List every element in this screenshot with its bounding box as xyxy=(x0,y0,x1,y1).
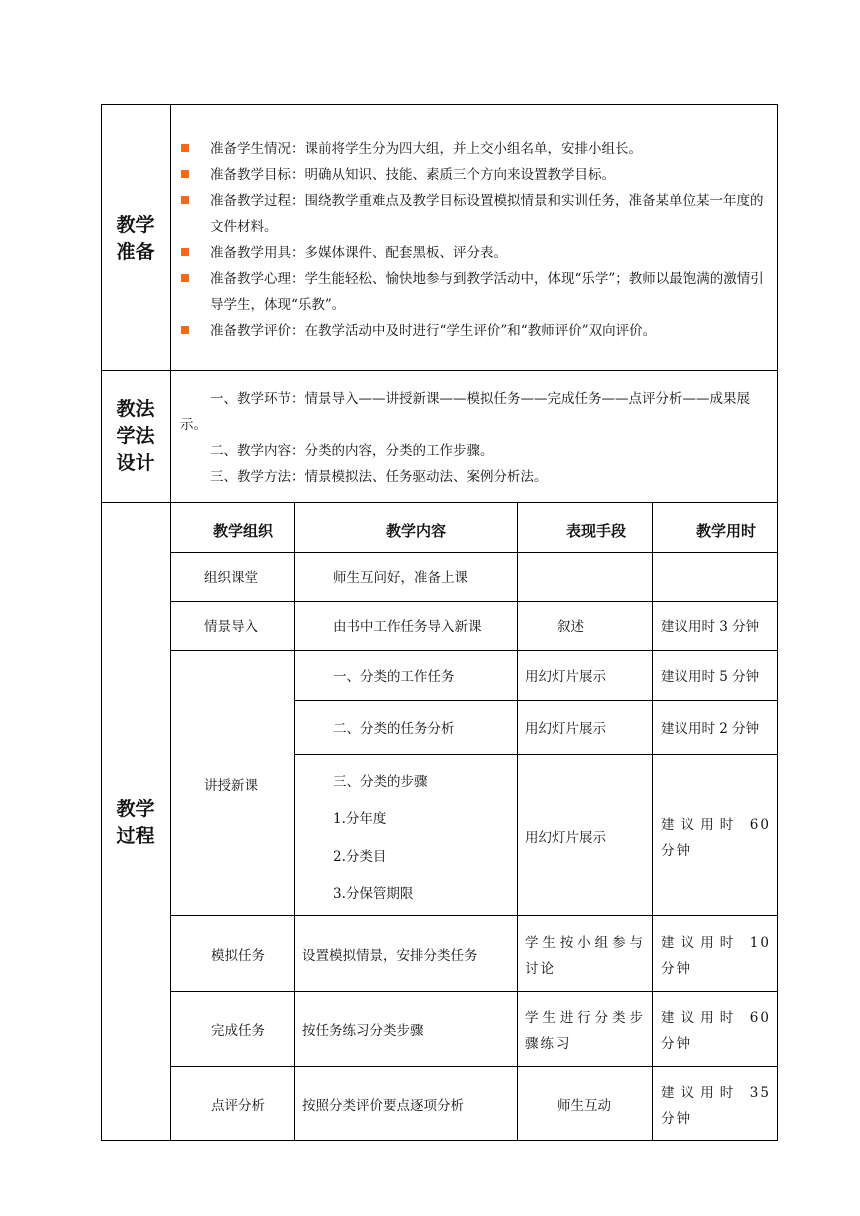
row-time: 建议用时 60 分钟 xyxy=(661,817,771,859)
row-content: 二、分类的任务分析 xyxy=(333,721,455,737)
method-line: 二、教学内容：分类的内容，分类的工作步骤。 xyxy=(210,443,494,459)
label-column-divider xyxy=(170,104,171,1141)
row-content: 1.分年度 xyxy=(333,811,387,827)
row-content: 师生互问好，准备上课 xyxy=(333,570,468,586)
row-time: 建议用时 10 分钟 xyxy=(661,935,771,977)
row-org: 点评分析 xyxy=(211,1098,265,1114)
process-label: 教学 过程 xyxy=(116,798,155,847)
header-content: 教学内容 xyxy=(386,522,447,540)
row-org: 完成任务 xyxy=(211,1023,265,1039)
row-means: 师生互动 xyxy=(557,1098,611,1114)
row-content: 三、分类的步骤 xyxy=(333,774,428,790)
prep-item: 准备教学评价：在教学活动中及时进行“学生评价”和“教师评价”双向评价。 xyxy=(210,323,657,339)
row-org: 讲授新课 xyxy=(204,778,258,794)
row-time: 建议用时 2 分钟 xyxy=(661,721,760,737)
header-org: 教学组织 xyxy=(213,522,274,540)
row-org: 组织课堂 xyxy=(204,570,258,586)
prep-label: 教学 准备 xyxy=(116,214,155,263)
bullet-icon xyxy=(181,170,189,178)
grid-line xyxy=(170,601,778,602)
row-org: 模拟任务 xyxy=(211,948,265,964)
grid-line xyxy=(170,915,778,916)
grid-line xyxy=(652,502,653,1141)
row-time: 建议用时 3 分钟 xyxy=(661,619,760,635)
row-content: 按照分类评价要点逐项分析 xyxy=(302,1098,464,1114)
bullet-icon xyxy=(181,326,189,334)
grid-line xyxy=(294,700,778,701)
row-means: 学生进行分类步骤练习 xyxy=(525,1010,645,1052)
row-content: 3.分保管期限 xyxy=(333,886,414,902)
grid-line xyxy=(170,552,778,553)
row-time: 建议用时 5 分钟 xyxy=(661,669,760,685)
prep-item: 准备教学用具：多媒体课件、配套黑板、评分表。 xyxy=(210,245,507,261)
header-means: 表现手段 xyxy=(566,522,627,540)
header-time: 教学用时 xyxy=(696,522,757,540)
grid-line xyxy=(170,991,778,992)
bullet-icon xyxy=(181,248,189,256)
bullet-icon xyxy=(181,274,189,282)
row-time: 建议用时 60 分钟 xyxy=(661,1010,771,1052)
prep-item: 准备学生情况：课前将学生分为四大组，并上交小组名单，安排小组长。 xyxy=(210,141,642,157)
row-means: 学生按小组参与讨论 xyxy=(525,935,645,977)
grid-line xyxy=(294,502,295,1141)
prep-item: 准备教学目标：明确从知识、技能、素质三个方向来设置教学目标。 xyxy=(210,167,615,183)
row-time: 建议用时 35 分钟 xyxy=(661,1085,771,1127)
row-means: 用幻灯片展示 xyxy=(525,669,606,685)
row-content: 2.分类目 xyxy=(333,849,387,865)
row-content: 按任务练习分类步骤 xyxy=(302,1023,424,1039)
row-content: 一、分类的工作任务 xyxy=(333,669,455,685)
section-divider xyxy=(101,502,778,503)
bullet-icon xyxy=(181,196,189,204)
row-means: 叙述 xyxy=(557,619,584,635)
row-means: 用幻灯片展示 xyxy=(525,830,606,846)
row-means: 用幻灯片展示 xyxy=(525,721,606,737)
grid-line xyxy=(294,754,778,755)
method-label: 教法 学法 设计 xyxy=(116,398,155,474)
method-line: 三、教学方法：情景模拟法、任务驱动法、案例分析法。 xyxy=(210,469,548,485)
row-org: 情景导入 xyxy=(204,619,258,635)
row-content: 由书中工作任务导入新课 xyxy=(333,619,482,635)
grid-line xyxy=(170,1066,778,1067)
lesson-plan-table xyxy=(101,104,778,1141)
grid-line xyxy=(170,650,778,651)
row-content: 设置模拟情景，安排分类任务 xyxy=(302,948,478,964)
bullet-icon xyxy=(181,144,189,152)
method-line: 一、教学环节：情景导入——讲授新课——模拟任务——完成任务——点评分析——成果展示。 xyxy=(180,391,750,433)
prep-item: 准备教学过程：围绕教学重难点及教学目标设置模拟情景和实训任务，准备某单位某一年度的文件材料。 xyxy=(210,193,764,235)
grid-line xyxy=(517,502,518,1141)
prep-item: 准备教学心理：学生能轻松、愉快地参与到教学活动中，体现“乐学”；教师以最饱满的激情引导学生，体现“乐教”。 xyxy=(210,271,764,313)
section-divider xyxy=(101,370,778,371)
